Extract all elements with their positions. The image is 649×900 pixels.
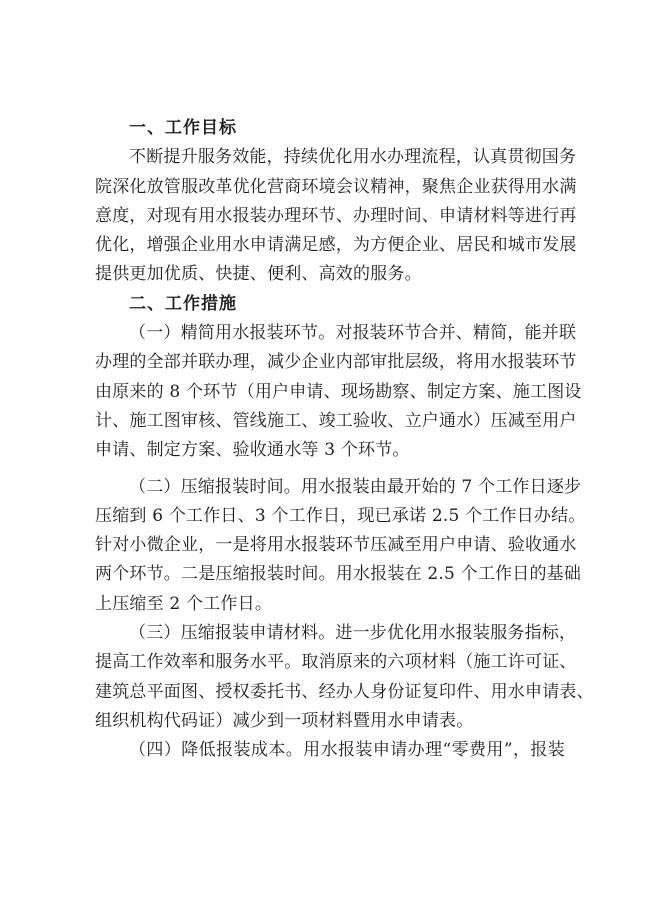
text-line: （三）压缩报装申请材料。进一步优化用水报装服务指标， bbox=[129, 623, 577, 644]
text-line: 组织机构代码证）减少到一项材料暨用水申请表。 bbox=[95, 710, 474, 731]
paragraph-measure-3 bbox=[95, 619, 594, 736]
document-body bbox=[95, 114, 594, 766]
section-heading-goals: 一、工作目标 bbox=[129, 118, 237, 138]
text-line: 提供更加优质、快捷、便利、高效的服务。 bbox=[95, 264, 422, 285]
text-line: 由原来的 8 个环节（用户申请、现场勘察、制定方案、施工图设 bbox=[95, 381, 582, 402]
text-line: 针对小微企业，一是将用水报装环节压减至用户申请、验收通水 bbox=[95, 535, 577, 556]
text-line: 计、施工图审核、管线施工、竣工验收、立户通水）压减至用户 bbox=[95, 410, 577, 431]
text-line: （二）压缩报装时间。用水报装由最开始的 7 个工作日逐步 bbox=[129, 476, 582, 497]
text-line: 压缩到 6 个工作日、3 个工作日，现已承诺 2.5 个工作日办结。 bbox=[95, 505, 586, 526]
text-line: （一）精简用水报装环节。对报装环节合并、精简，能并联 bbox=[129, 323, 577, 344]
text-line: 提高工作效率和服务水平。取消原来的六项材料（施工许可证、 bbox=[95, 652, 577, 673]
paragraph-measure-4 bbox=[95, 736, 565, 765]
text-line: 建筑总平面图、授权委托书、经办人身份证复印件、用水申请表、 bbox=[95, 681, 594, 702]
text-line: 院深化放管服改革优化营商环境会议精神，聚焦企业获得用水满 bbox=[95, 176, 577, 197]
paragraph-measure-1 bbox=[95, 319, 582, 465]
section-heading-measures: 二、工作措施 bbox=[129, 293, 237, 314]
paragraph-measure-2 bbox=[95, 473, 586, 619]
text-line: （四）降低报装成本。用水报装申请办理“零费用”，报装 bbox=[129, 740, 565, 761]
text-line: 优化，增强企业用水申请满足感，为方便企业、居民和城市发展 bbox=[95, 235, 577, 256]
text-line: 办理的全部并联办理，减少企业内部审批层级，将用水报装环节 bbox=[95, 352, 577, 373]
text-line: 申请、制定方案、验收通水等 3 个环节。 bbox=[95, 440, 410, 461]
paragraph-goals bbox=[95, 143, 577, 289]
text-line: 不断提升服务效能，持续优化用水办理流程，认真贯彻国务 bbox=[129, 147, 577, 168]
text-line: 两个环节。二是压缩报装时间。用水报装在 2.5 个工作日的基础 bbox=[95, 564, 582, 585]
text-line: 意度，对现有用水报装办理环节、办理时间、申请材料等进行再 bbox=[95, 205, 577, 226]
text-line: 上压缩至 2 个工作日。 bbox=[95, 593, 273, 614]
